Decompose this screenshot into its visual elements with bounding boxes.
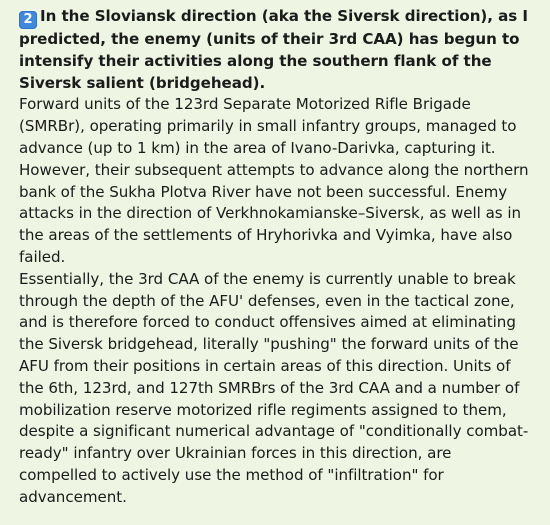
keycap-two-icon: 2 <box>19 11 37 29</box>
message-headline <box>19 6 534 94</box>
paragraph-assessment: Essentially, the 3rd CAA of the enemy is currently unable to break through the depth of the AFU' defenses, even in the tactical zone, and is therefore forced to conduct offensives aimed at eliminating the Siversk bridgehead, literally "pushing" the forward units of the AFU from their positions in certain areas of this direction. Units of the 6th, 123rd, and 127th SMRBrs of the 3rd CAA and a number of mobilization reserve motorized rifle regiments assigned to them, despite a significant numerical advantage of "conditionally combat-ready" infantry over Ukrainian forces in this direction, are compelled to actively use the method of "infiltration" for advancement. <box>19 269 529 506</box>
paragraph-advance: Forward units of the 123rd Separate Motorized Rifle Brigade (SMRBr), operating primarily in small infantry groups, managed to advance (up to 1 km) in the area of Ivano-Darivka, capturing it. However, their subsequent attempts to advance along the northern bank of the Sukha Plotva River have not been successful. Enemy attacks in the direction of Verkhnokamianske–Siversk, as well as in the areas of the settlements of Hryhorivka and Vyimka, have also failed. <box>19 95 529 266</box>
message-text <box>19 6 534 509</box>
headline-text: In the Sloviansk direction (aka the Siversk direction), as I predicted, the enemy (units of their 3rd CAA) has begun to intensify their activities along the southern flank of the Siversk salient (bridgehead). <box>19 7 528 92</box>
